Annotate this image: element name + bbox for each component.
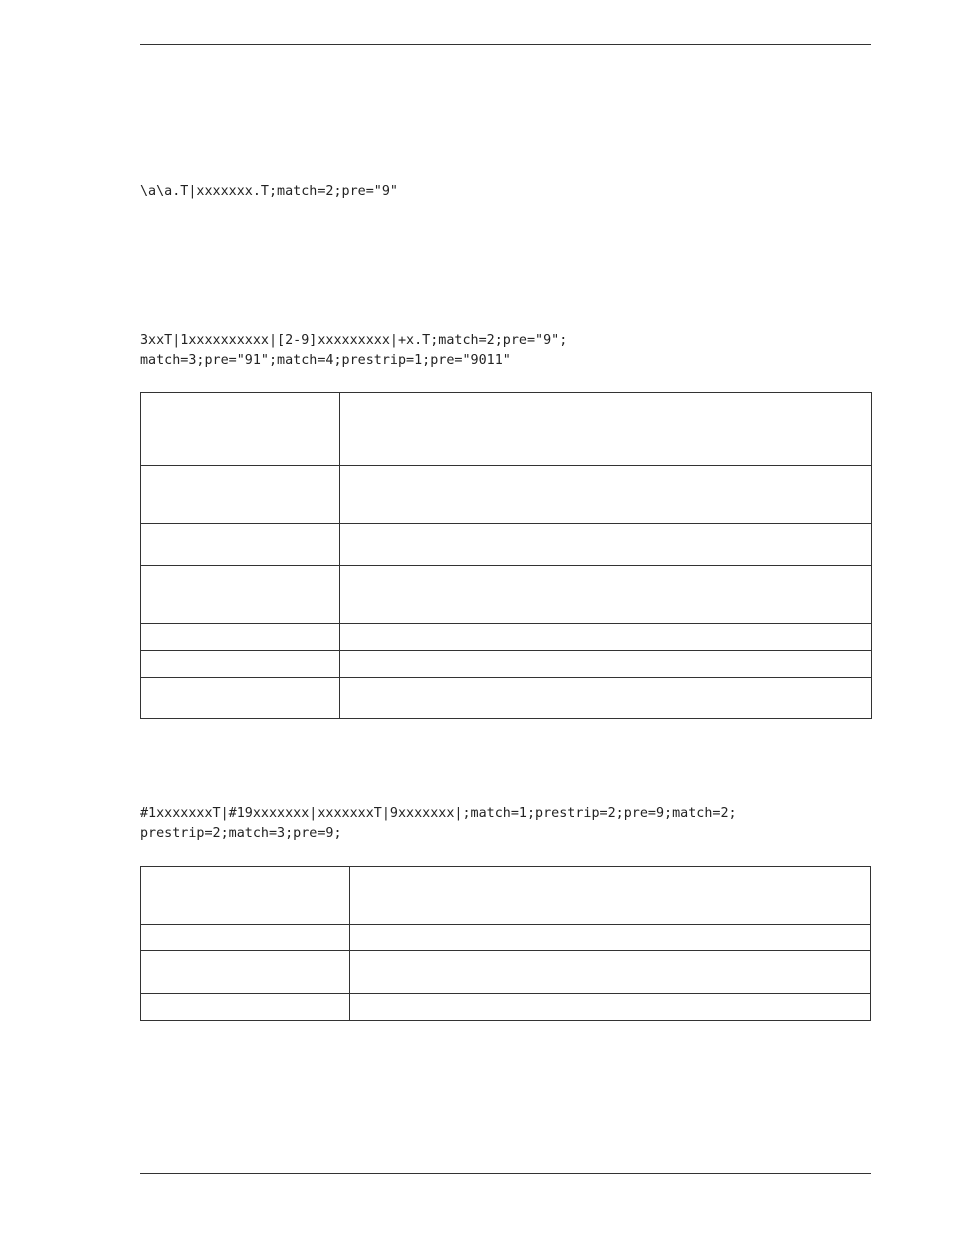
table-row [141, 678, 872, 719]
table-row [141, 624, 872, 651]
code-block-3 [140, 804, 737, 844]
table-cell [141, 624, 340, 651]
table-row [141, 651, 872, 678]
table-cell [340, 566, 872, 624]
table-cell [350, 867, 871, 925]
table-cell [340, 624, 872, 651]
table-cell [340, 466, 872, 524]
code-block-1 [140, 182, 398, 202]
table-row [141, 393, 872, 466]
table-cell [350, 951, 871, 994]
table-cell [340, 393, 872, 466]
table-cell [141, 466, 340, 524]
table-row [141, 524, 872, 566]
pattern-table-1 [140, 392, 872, 719]
table-row [141, 566, 872, 624]
table-cell [141, 994, 350, 1021]
table-cell [340, 651, 872, 678]
table-cell [141, 678, 340, 719]
code-block-2 [140, 331, 567, 371]
header-rule [140, 44, 871, 45]
table-cell [340, 678, 872, 719]
code-line: prestrip=2;match=3;pre=9; [140, 826, 342, 841]
table-cell [141, 393, 340, 466]
code-line: #1xxxxxxxT|#19xxxxxxx|xxxxxxxT|9xxxxxxx|;match=1;prestrip=2;pre=9;match=2; [140, 806, 737, 821]
table-row [141, 867, 871, 925]
table-cell [350, 994, 871, 1021]
pattern-table-2 [140, 866, 871, 1021]
table-cell [141, 566, 340, 624]
table-cell [141, 951, 350, 994]
code-line: 3xxT|1xxxxxxxxxx|[2-9]xxxxxxxxx|+x.T;match=2;pre="9"; [140, 333, 568, 348]
table-row [141, 994, 871, 1021]
table-cell [350, 925, 871, 951]
code-line: match=3;pre="91";match=4;prestrip=1;pre="9011" [140, 353, 511, 368]
table-row [141, 951, 871, 994]
table-row [141, 466, 872, 524]
table-cell [141, 524, 340, 566]
code-line: \a\a.T|xxxxxxx.T;match=2;pre="9" [140, 184, 398, 199]
footer-rule [140, 1173, 871, 1174]
table-row [141, 925, 871, 951]
table-cell [340, 524, 872, 566]
table-cell [141, 925, 350, 951]
table-cell [141, 651, 340, 678]
table-cell [141, 867, 350, 925]
